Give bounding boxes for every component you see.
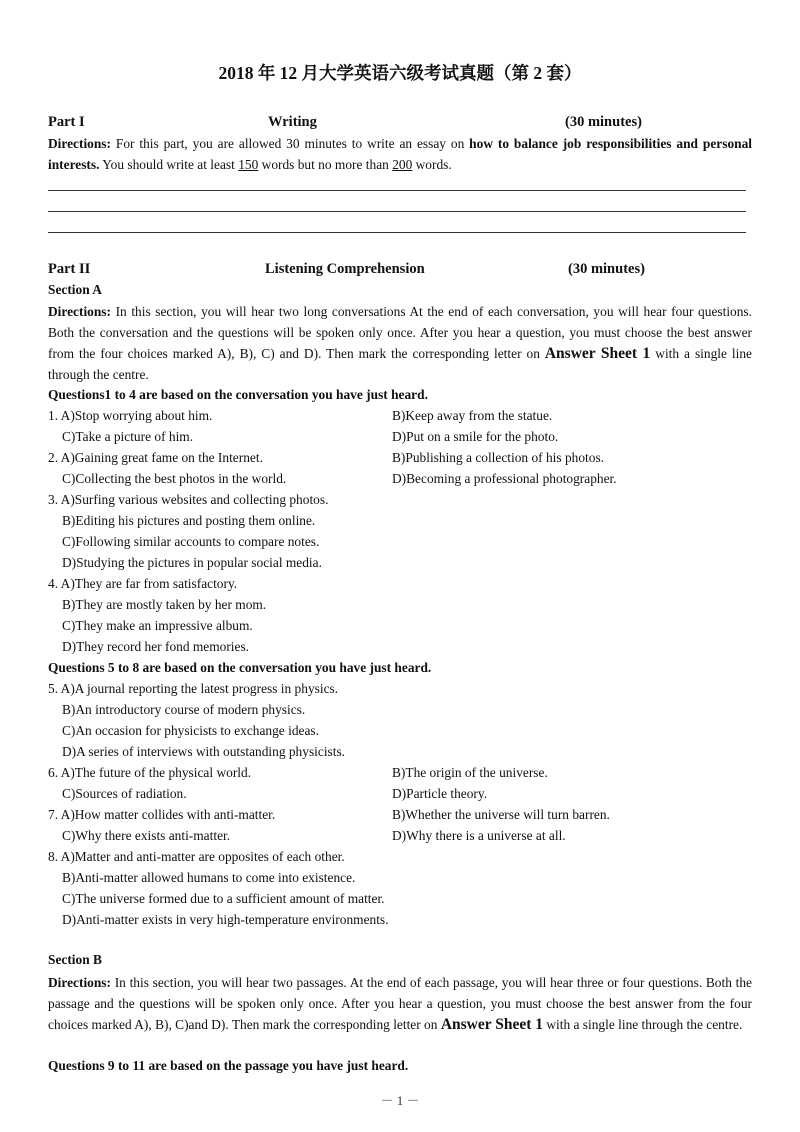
directions-label: Directions: bbox=[48, 136, 111, 151]
q6-option-b: B)The origin of the universe. bbox=[392, 765, 548, 780]
q3-option-c: C)Following similar accounts to compare notes. bbox=[62, 534, 320, 549]
q7-option-c: C)Why there exists anti-matter. bbox=[62, 828, 231, 843]
max-words: 200 bbox=[392, 157, 413, 172]
q5-option-a: 5. A)A journal reporting the latest progress in physics. bbox=[48, 681, 339, 696]
page-title: 2018 年 12 月大学英语六级考试真题（第 2 套） bbox=[218, 63, 582, 83]
q4-option-b: B)They are mostly taken by her mom. bbox=[62, 597, 267, 612]
q3-option-d: D)Studying the pictures in popular social media. bbox=[62, 555, 322, 570]
part1-time: (30 minutes) bbox=[565, 114, 642, 130]
q8-option-a: 8. A)Matter and anti-matter are opposites of each other. bbox=[48, 849, 345, 864]
q8-option-b: B)Anti-matter allowed humans to come into existence. bbox=[62, 870, 356, 885]
directions-label: Directions: bbox=[48, 304, 111, 319]
q4-option-d: D)They record her fond memories. bbox=[62, 639, 250, 654]
q2-option-c: C)Collecting the best photos in the world. bbox=[62, 471, 287, 486]
q6-option-d: D)Particle theory. bbox=[392, 786, 488, 801]
section-b-label: Section B bbox=[48, 952, 102, 967]
q8-option-c: C)The universe formed due to a sufficient amount of matter. bbox=[62, 891, 385, 906]
q1-option-c: C)Take a picture of him. bbox=[62, 429, 194, 444]
essay-topic: how to balance job responsibilities and personal interests. bbox=[48, 136, 752, 172]
q7-option-d: D)Why there is a universe at all. bbox=[392, 828, 566, 843]
question-group-heading: Questions 9 to 11 are based on the passage you have just heard. bbox=[48, 1058, 409, 1073]
part2-label: Part II bbox=[48, 261, 91, 277]
part1-name: Writing bbox=[268, 114, 317, 130]
q5-option-b: B)An introductory course of modern physics. bbox=[62, 702, 306, 717]
q3-option-a: 3. A)Surfing various websites and collecting photos. bbox=[48, 492, 329, 507]
directions-label: Directions: bbox=[48, 975, 111, 990]
q6-option-a: 6. A)The future of the physical world. bbox=[48, 765, 252, 780]
question-group-heading: Questions1 to 4 are based on the conversation you have just heard. bbox=[48, 387, 428, 402]
q3-option-b: B)Editing his pictures and posting them online. bbox=[62, 513, 316, 528]
page-number: － 1 － bbox=[380, 1093, 420, 1108]
answer-sheet-ref: Answer Sheet 1 bbox=[440, 1016, 543, 1033]
q6-option-c: C)Sources of radiation. bbox=[62, 786, 187, 801]
q5-option-d: D)A series of interviews with outstanding physicists. bbox=[62, 744, 346, 759]
q1-option-a: 1. A)Stop worrying about him. bbox=[48, 408, 213, 423]
q2-option-d: D)Becoming a professional photographer. bbox=[392, 471, 617, 486]
question-group-heading: Questions 5 to 8 are based on the conversation you have just heard. bbox=[48, 660, 432, 675]
q2-option-b: B)Publishing a collection of his photos. bbox=[392, 450, 605, 465]
part1-directions: Directions: For this part, you are allowed 30 minutes to write an essay on how to balance job responsibilities and personal interests. You should write at least 150 words but no more than 200 words. bbox=[48, 136, 752, 172]
q4-option-c: C)They make an impressive album. bbox=[62, 618, 253, 633]
q1-option-d: D)Put on a smile for the photo. bbox=[392, 429, 559, 444]
min-words: 150 bbox=[238, 157, 259, 172]
answer-line bbox=[48, 211, 746, 212]
section-a-label: Section A bbox=[48, 282, 102, 297]
answer-sheet-ref: Answer Sheet 1 bbox=[544, 345, 651, 362]
q8-option-d: D)Anti-matter exists in very high-temperature environments. bbox=[62, 912, 389, 927]
answer-line bbox=[48, 190, 746, 191]
part2-name: Listening Comprehension bbox=[265, 261, 425, 277]
q1-option-b: B)Keep away from the statue. bbox=[392, 408, 553, 423]
part1-label: Part I bbox=[48, 114, 85, 130]
answer-line bbox=[48, 232, 746, 233]
q5-option-c: C)An occasion for physicists to exchange ideas. bbox=[62, 723, 319, 738]
q7-option-b: B)Whether the universe will turn barren. bbox=[392, 807, 610, 822]
section-b-directions: Directions: In this section, you will hear two passages. At the end of each passage, you will hear three or four questions. Both the passage and the questions will be spoken only once. After you hear a question, you must choose the best answer from the four choices marked A), B), C)and D). Then mark the corresponding letter on Answer Sheet 1 with a single line through the centre. bbox=[48, 975, 752, 1033]
q7-option-a: 7. A)How matter collides with anti-matter. bbox=[48, 807, 276, 822]
q4-option-a: 4. A)They are far from satisfactory. bbox=[48, 576, 238, 591]
section-a-directions: Directions: In this section, you will hear two long conversations At the end of each conversation, you will hear four questions. Both the conversation and the questions will be spoken only once. After you hear a question, you must choose the best answer from the four choices marked A), B), C) and D). Then mark the corresponding letter on Answer Sheet 1 with a single line through the centre. bbox=[48, 304, 752, 382]
q2-option-a: 2. A)Gaining great fame on the Internet. bbox=[48, 450, 263, 465]
part2-time: (30 minutes) bbox=[568, 261, 645, 277]
